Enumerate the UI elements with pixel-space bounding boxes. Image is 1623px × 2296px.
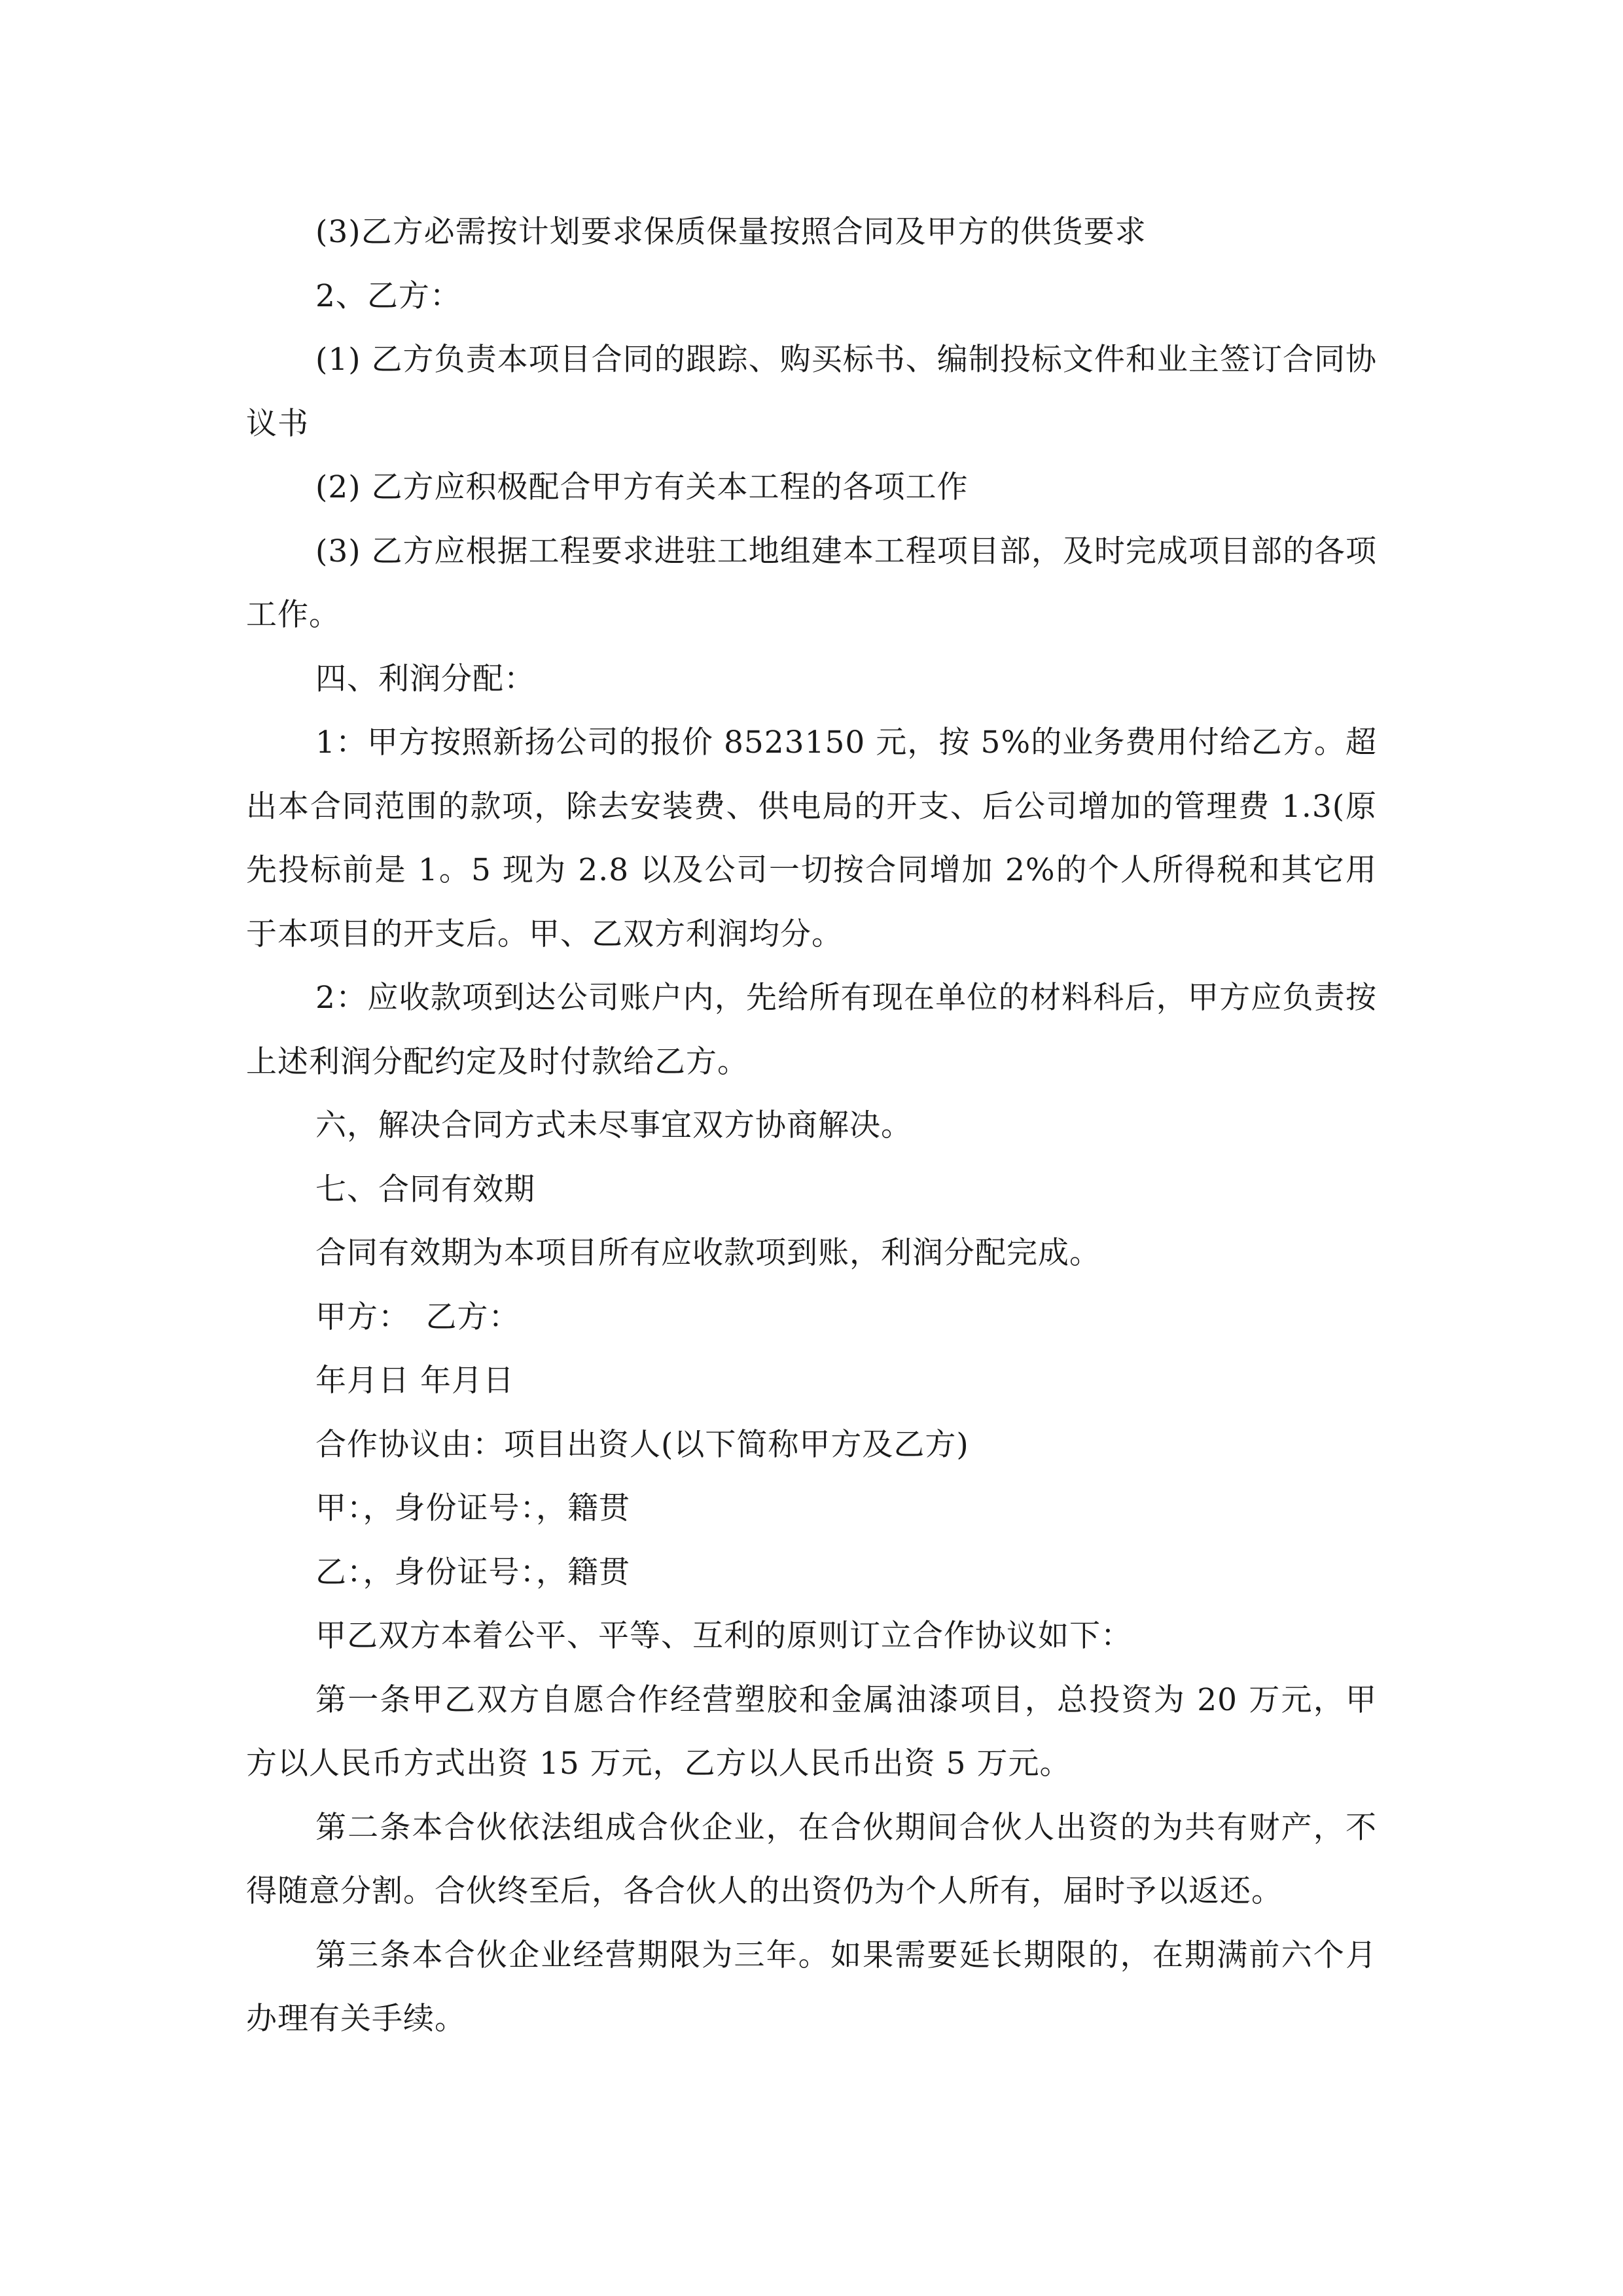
paragraph-5: (3) 乙方应根据工程要求进驻工地组建本工程项目部，及时完成项目部的各项工作。 bbox=[246, 533, 1377, 633]
article-1: 第一条甲乙双方自愿合作经营塑胶和金属油漆项目，总投资为 20 万元，甲方以人民币方式出资 15 万元，乙方以人民币出资 5 万元。 bbox=[246, 1681, 1377, 1782]
party-a-line: 甲：，身份证号：，籍贯 bbox=[315, 1490, 630, 1526]
document-page bbox=[246, 200, 1377, 2051]
paragraph-17: 甲乙双方本着公平、平等、互利的原则订立合作协议如下： bbox=[315, 1618, 1132, 1654]
paragraph-8: 2：应收款项到达公司账户内，先给所有现在单位的材料科后，甲方应负责按上述利润分配约定及时付款给乙方。 bbox=[246, 980, 1377, 1080]
article-2: 第二条本合伙依法组成合伙企业，在合伙期间合伙人出资的为共有财产，不得随意分割。合伙终至后，各合伙人的出资仍为个人所有，届时予以返还。 bbox=[246, 1809, 1377, 1909]
paragraph-11: 合同有效期为本项目所有应收款项到账，利润分配完成。 bbox=[315, 1235, 1101, 1271]
paragraph-9: 六，解决合同方式未尽事宜双方协商解决。 bbox=[315, 1107, 912, 1143]
paragraph-1: (3)乙方必需按计划要求保质保量按照合同及甲方的供货要求 bbox=[315, 214, 1147, 250]
party-b-line: 乙：，身份证号：，籍贯 bbox=[315, 1554, 630, 1590]
paragraph-4: (2) 乙方应积极配合甲方有关本工程的各项工作 bbox=[315, 469, 969, 505]
paragraph-7: 1：甲方按照新扬公司的报价 8523150 元，按 5%的业务费用付给乙方。超出本合同范围的款项，除去安装费、供电局的开支、后公司增加的管理费 1.3(原先投标前是 1。5 现为 2.8 以及公司一切按合同增加 2%的个人所得税和其它用于本项目的开支后。甲、乙双方利润均分。 bbox=[246, 725, 1377, 952]
paragraph-2: 2、乙方： bbox=[315, 278, 461, 314]
paragraph-14: 合作协议由：项目出资人(以下简称甲方及乙方) bbox=[315, 1426, 969, 1463]
paragraph-3: (1) 乙方负责本项目合同的跟踪、购买标书、编制投标文件和业主签订合同协议书 bbox=[246, 342, 1377, 442]
signature-parties: 甲方： 乙方： bbox=[315, 1299, 520, 1335]
article-3: 第三条本合伙企业经营期限为三年。如果需要延长期限的，在期满前六个月办理有关手续。 bbox=[246, 1937, 1377, 2037]
section-heading-validity: 七、合同有效期 bbox=[315, 1171, 535, 1208]
section-heading-profit: 四、利润分配： bbox=[315, 660, 535, 697]
signature-dates: 年月日 年月日 bbox=[315, 1363, 514, 1399]
